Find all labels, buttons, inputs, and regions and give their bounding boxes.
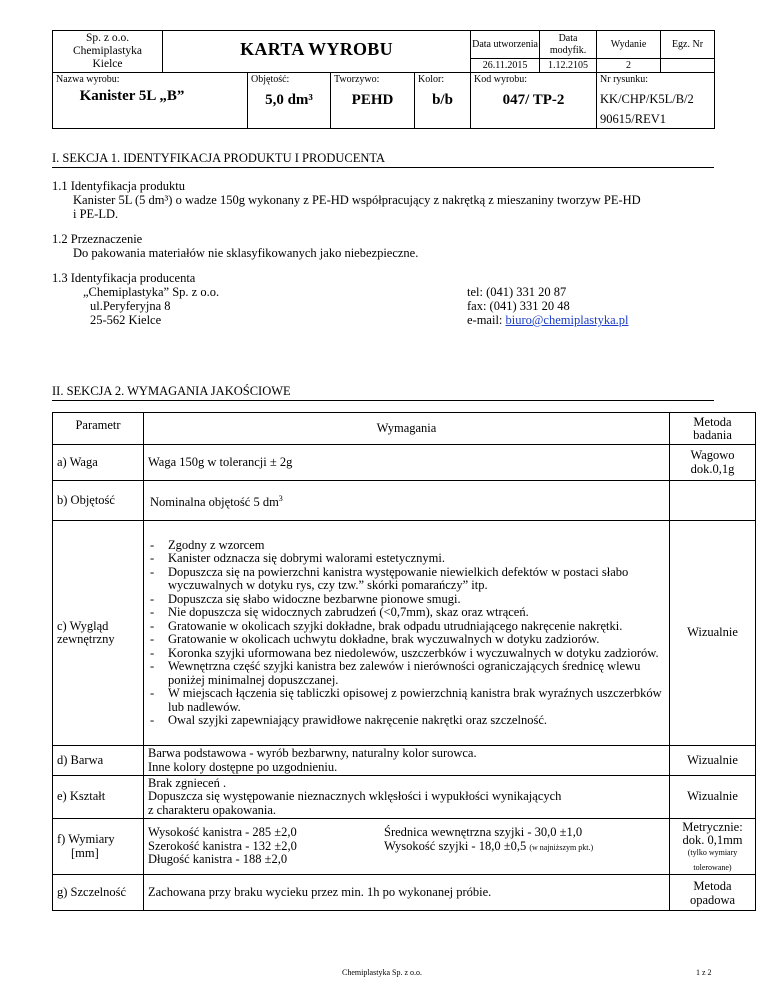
shape-param: e) Kształt bbox=[53, 776, 144, 819]
look-requirement-item: - Zgodny z wzorcem bbox=[148, 539, 665, 553]
dim-neck-height: Wysokość szyjki - 18,0 ±0,5 bbox=[384, 838, 527, 853]
table-header-row bbox=[53, 413, 756, 445]
look-requirement-item: - Dopuszcza się na powierzchni kanistra występowanie niewielkich defektów w postaci słabo wyczuwalnych w dotyku rys, czy tzw.” skórki pomarańczy” itp. bbox=[148, 566, 665, 593]
product-code-label: Kod wyrobu: bbox=[474, 74, 528, 85]
edition-header: Wydanie bbox=[597, 31, 661, 59]
seal-param: g) Szczelność bbox=[53, 875, 144, 911]
producer-email-label: e-mail: bbox=[467, 313, 506, 327]
producer-tel: tel: (041) 331 20 87 bbox=[467, 285, 567, 299]
product-code-value: 047/ TP-2 bbox=[502, 92, 565, 108]
look-req bbox=[144, 521, 670, 746]
company-line3: Kielce bbox=[92, 58, 123, 70]
page-title: KARTA WYROBU bbox=[240, 39, 393, 59]
volume-value: 5,0 dm³ bbox=[265, 92, 313, 108]
look-requirement-item: - Kanister odznacza się dobrymi walorami estetycznymi. bbox=[148, 552, 665, 566]
volume-label: Objętość: bbox=[251, 74, 290, 85]
dim-width: Szerokość kanistra - 132 ±2,0 bbox=[148, 838, 297, 853]
product-code-cell bbox=[471, 73, 597, 129]
producer-street: ul.Peryferyjna 8 bbox=[90, 299, 171, 313]
producer-email-row bbox=[467, 313, 628, 327]
dim-req bbox=[144, 819, 670, 875]
material-cell bbox=[331, 73, 415, 129]
dim-param-line1: f) Wymiary bbox=[57, 832, 115, 846]
table-row bbox=[53, 819, 756, 875]
volume-method bbox=[670, 481, 756, 521]
dim-method-line1: Metrycznie: bbox=[682, 819, 743, 834]
s12-title: 1.2 Przeznaczenie bbox=[52, 232, 143, 246]
edition-value: 2 bbox=[597, 59, 661, 73]
color-req bbox=[144, 746, 670, 776]
dim-neck-note: (w najniższym pkt.) bbox=[529, 842, 594, 852]
modified-header: Data modyfik. bbox=[540, 31, 597, 59]
table-row bbox=[53, 875, 756, 911]
copy-value bbox=[661, 59, 715, 73]
look-requirement-item: - Koronka szyjki uformowana bez niedolewów, uszczerbków i wyczuwalnych w dotyku zadziorów. bbox=[148, 647, 665, 661]
requirements-table bbox=[52, 412, 756, 911]
col-param-header: Parametr bbox=[53, 413, 144, 445]
s12-line1: Do pakowania materiałów nie sklasyfikowanych jako niebezpieczne. bbox=[73, 246, 419, 260]
color-label: Kolor: bbox=[418, 74, 445, 85]
s11-title: 1.1 Identyfikacja produktu bbox=[52, 179, 185, 193]
weight-method: Wagowo dok.0,1g bbox=[670, 445, 756, 481]
shape-req-line2: Dopuszcza się występowanie nieznacznych wklęsłości i wypukłości wynikających bbox=[148, 789, 562, 804]
look-requirement-item: - W miejscach łączenia się tabliczki opisowej z powierzchnią kanistra brak wyraźnych uszczerbków lub nadlewów. bbox=[148, 687, 665, 714]
product-name-label: Nazwa wyrobu: bbox=[56, 74, 120, 85]
color-req-line1: Barwa podstawowa - wyrób bezbarwny, naturalny kolor surowca. bbox=[148, 746, 477, 760]
look-requirement-item: - Wewnętrzna część szyjki kanistra bez zalewów i nierówności ograniczających średnicę wlewu poniżej minimalnej dopuszczanej. bbox=[148, 660, 665, 687]
table-row bbox=[53, 521, 756, 746]
look-param: c) Wygląd zewnętrzny bbox=[53, 521, 144, 746]
volume-sup: 3 bbox=[278, 493, 283, 503]
drawing-value-1: KK/CHP/K5L/B/2 bbox=[600, 92, 694, 106]
look-requirement-item: - Gratowanie w okolicach uchwytu dokładne, brak wyczuwalnych w dotyku zadziorów. bbox=[148, 633, 665, 647]
color-method: Wizualnie bbox=[670, 746, 756, 776]
header-table bbox=[52, 30, 715, 129]
company-line1: Sp. z o.o. bbox=[85, 32, 130, 44]
company-cell bbox=[53, 31, 163, 73]
footer-company: Chemiplastyka Sp. z o.o. bbox=[342, 968, 422, 977]
look-requirements-list bbox=[148, 539, 665, 728]
col-method-header: Metoda badania bbox=[670, 413, 756, 445]
material-label: Tworzywo: bbox=[334, 74, 380, 85]
product-name-value: Kanister 5L „B” bbox=[79, 88, 185, 104]
material-value: PEHD bbox=[351, 92, 394, 108]
look-requirement-item: - Owal szyjki zapewniający prawidłowe nakręcenie nakrętki oraz szczelność. bbox=[148, 714, 665, 728]
footer-page-number: 1 z 2 bbox=[696, 968, 712, 977]
dim-method-line4: tolerowane) bbox=[693, 862, 732, 872]
drawing-cell bbox=[597, 73, 715, 129]
copy-header: Egz. Nr bbox=[661, 31, 715, 59]
look-requirement-item: - Dopuszcza się słabo widoczne bezbarwne pionowe smugi. bbox=[148, 593, 665, 607]
look-method: Wizualnie bbox=[670, 521, 756, 746]
color-req-line2: Inne kolory dostępne po uzgodnieniu. bbox=[148, 759, 338, 774]
color-value: b/b bbox=[432, 92, 453, 108]
product-name-cell bbox=[53, 73, 248, 129]
producer-city: 25-562 Kielce bbox=[90, 313, 162, 327]
s11-line2: i PE-LD. bbox=[73, 207, 119, 221]
drawing-value-2: 90615/REV1 bbox=[600, 112, 666, 126]
weight-req: Waga 150g w tolerancji ± 2g bbox=[144, 445, 670, 481]
s11-line1: Kanister 5L (5 dm³) o wadze 150g wykonany z PE-HD współpracujący z nakrętką z mieszaniny tworzyw PE-HD bbox=[73, 193, 641, 207]
modified-value: 1.12.2105 bbox=[540, 59, 597, 73]
look-requirement-item: - Nie dopuszcza się widocznych zabrudzeń (<0,7mm), skaz oraz wtrąceń. bbox=[148, 606, 665, 620]
producer-name: „Chemiplastyka” Sp. z o.o. bbox=[83, 285, 220, 299]
volume-req-cell bbox=[144, 481, 670, 521]
dim-neck-inner: Średnica wewnętrzna szyjki - 30,0 ±1,0 bbox=[384, 825, 583, 840]
table-row bbox=[53, 481, 756, 521]
table-row bbox=[53, 776, 756, 819]
seal-method: Metoda opadowa bbox=[670, 875, 756, 911]
dim-param bbox=[53, 819, 144, 875]
color-param: d) Barwa bbox=[53, 746, 144, 776]
producer-email-link[interactable]: biuro@chemiplastyka.pl bbox=[505, 313, 629, 327]
section2-heading: II. SEKCJA 2. WYMAGANIA JAKOŚCIOWE bbox=[52, 384, 714, 401]
section1-heading: I. SEKCJA 1. IDENTYFIKACJA PRODUKTU I PRODUCENTA bbox=[52, 151, 714, 168]
volume-cell bbox=[248, 73, 331, 129]
table-row bbox=[53, 746, 756, 776]
shape-req-line1: Brak zgnieceń . bbox=[148, 775, 227, 790]
look-requirement-item: - Gratowanie w okolicach szyjki dokładne, brak odpadu utrudniającego nakręcenie nakrętki. bbox=[148, 620, 665, 634]
created-header: Data utworzenia bbox=[471, 31, 540, 59]
dim-method-line3: (tylko wymiary bbox=[687, 847, 738, 857]
drawing-label: Nr rysunku: bbox=[600, 74, 649, 85]
col-req-header: Wymagania bbox=[144, 413, 670, 445]
dim-method-line2: dok. 0,1mm bbox=[682, 832, 743, 847]
shape-req-line3: z charakteru opakowania. bbox=[148, 802, 277, 817]
s13-title: 1.3 Identyfikacja producenta bbox=[52, 271, 196, 285]
company-line2: Chemiplastyka bbox=[73, 45, 142, 57]
volume-req: Nominalna objętość 5 dm bbox=[150, 494, 279, 509]
dim-length: Długość kanistra - 188 ±2,0 bbox=[148, 852, 288, 867]
dim-neck-height-row bbox=[384, 840, 593, 855]
shape-method: Wizualnie bbox=[670, 776, 756, 819]
dim-method bbox=[670, 819, 756, 875]
dim-param-line2: [mm] bbox=[71, 845, 99, 860]
shape-req bbox=[144, 776, 670, 819]
seal-req: Zachowana przy braku wycieku przez min. 1h po wykonanej próbie. bbox=[144, 875, 670, 911]
volume-param: b) Objętość bbox=[53, 481, 144, 521]
dim-height: Wysokość kanistra - 285 ±2,0 bbox=[148, 825, 297, 840]
title-cell bbox=[163, 31, 471, 73]
created-value: 26.11.2015 bbox=[471, 59, 540, 73]
producer-fax: fax: (041) 331 20 48 bbox=[467, 299, 570, 313]
color-cell bbox=[415, 73, 471, 129]
weight-param: a) Waga bbox=[53, 445, 144, 481]
table-row bbox=[53, 445, 756, 481]
